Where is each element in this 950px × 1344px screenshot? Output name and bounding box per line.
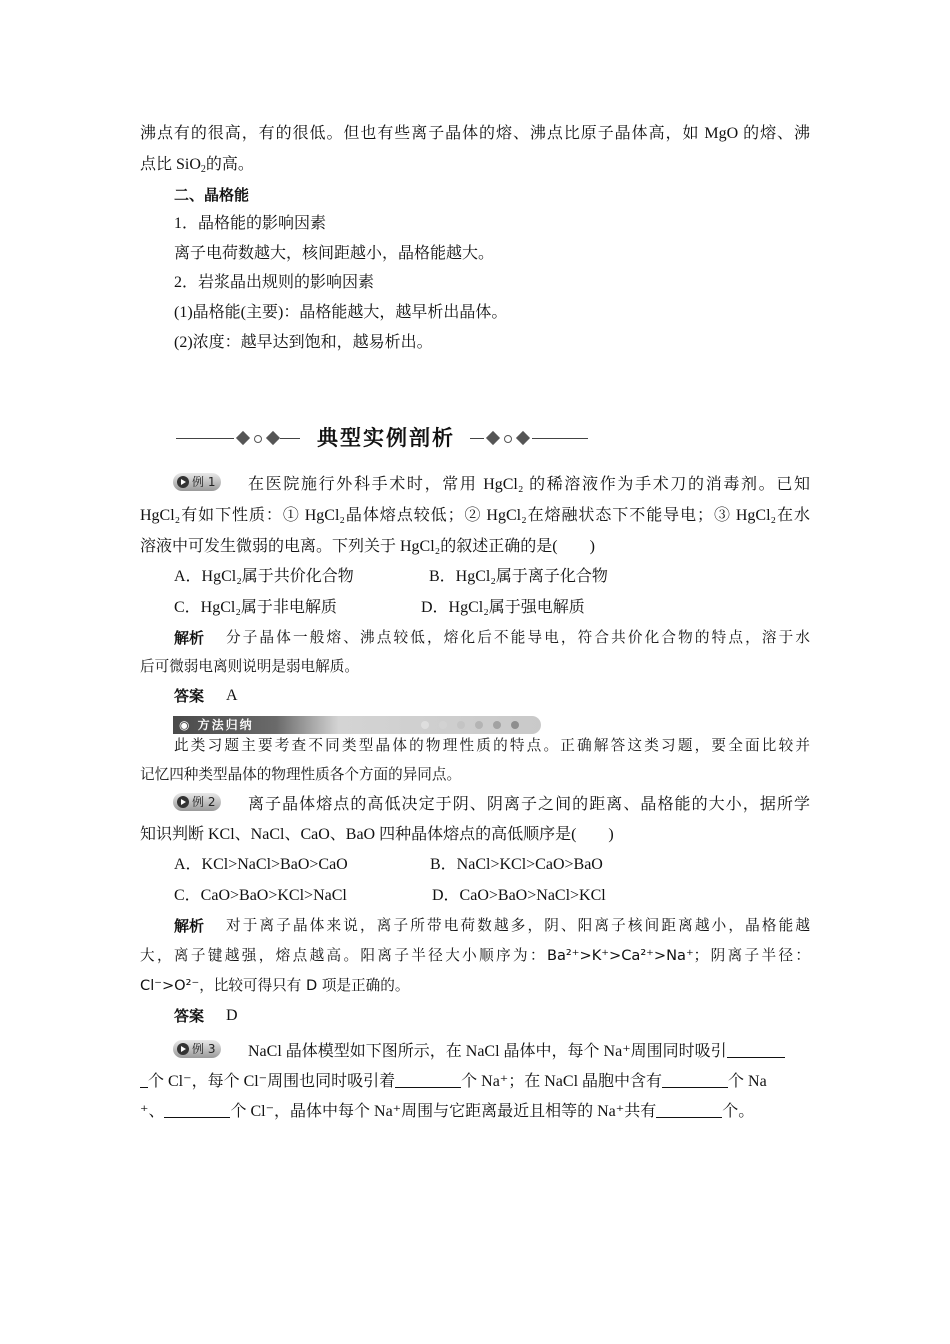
intro-line-1: 沸点有的很高，有的很低。但也有些离子晶体的熔、沸点比原子晶体高，如 MgO 的熔、沸 — [140, 125, 810, 142]
banner-ornament — [254, 435, 262, 443]
banner-rule-left — [176, 438, 234, 439]
example2-question-line: 知识判断 KCl、NaCl、CaO、BaO 四种晶体熔点的高低顺序是( ) — [140, 826, 614, 843]
analysis-line: 对于离子晶体来说，离子所带电荷数越多，阴、阳离子核间距离越小，晶格能越 — [226, 917, 810, 934]
analysis-line: 分子晶体一般熔、沸点较低，熔化后不能导电，符合共价化合物的特点，溶于水 — [226, 629, 810, 646]
example-tag: 例 2 — [173, 793, 221, 811]
example1-question-line: HgCl₂有如下性质：① HgCl₂晶体熔点较低；② HgCl₂在熔融状态下不能导电；③ HgCl₂在水 — [140, 507, 810, 524]
analysis-line: Cl⁻>O²⁻，比较可得只有 D 项是正确的。 — [140, 977, 410, 994]
method-text-line: 此类习题主要考查不同类型晶体的物理性质的特点。正确解答这类习题，要全面比较并 — [174, 737, 810, 754]
item2-point-1: (1)晶格能(主要)：晶格能越大，越早析出晶体。 — [174, 304, 508, 321]
answer-blank[interactable] — [395, 1073, 461, 1088]
option-c: C．CaO>BaO>KCl>NaCl — [174, 887, 347, 904]
answer-blank[interactable] — [140, 1073, 148, 1088]
example1-question-line: 在医院施行外科手术时，常用 HgCl₂ 的稀溶液作为手术刀的消毒剂。已知 — [248, 476, 810, 493]
section-heading: 二、晶格能 — [174, 186, 250, 204]
banner-rule — [470, 438, 484, 439]
bar-dot — [457, 721, 465, 729]
method-summary-label: ◉ 方法归纳 — [179, 718, 254, 732]
banner-ornament — [504, 435, 512, 443]
option-b: B．HgCl₂属于离子化合物 — [429, 568, 608, 585]
option-d: D．CaO>BaO>NaCl>KCl — [432, 887, 606, 904]
bar-dot — [511, 721, 519, 729]
analysis-label: 解析 — [174, 629, 205, 647]
example1-question-line: 溶液中可发生微弱的电离。下列关于 HgCl₂的叙述正确的是( ) — [140, 538, 595, 555]
option-a: A．KCl>NaCl>BaO>CaO — [174, 856, 348, 873]
bar-dot — [475, 721, 483, 729]
item2-title: 2．岩浆晶出规则的影响因素 — [174, 274, 375, 291]
option-c: C．HgCl₂属于非电解质 — [174, 599, 337, 616]
intro-line-2: 点比 SiO$_2$的高。 — [140, 156, 254, 175]
example3-question-line: ⁺、 个 Cl⁻，晶体中每个 Na⁺周围与它距离最近且相等的 Na⁺共有 个。 — [140, 1103, 755, 1120]
banner-ornament — [486, 431, 500, 445]
example2-question-line: 离子晶体熔点的高低决定于阴、阴离子之间的距离、晶格能的大小，据所学 — [248, 796, 810, 813]
example-tag: 例 3 — [173, 1040, 221, 1058]
play-icon — [177, 476, 189, 488]
answer-label: 答案 — [174, 1007, 205, 1025]
analysis-line: 后可微弱电离则说明是弱电解质。 — [140, 658, 359, 675]
example-tag: 例 1 — [173, 473, 221, 491]
example3-question-line: 个 Cl⁻，每个 Cl⁻周围也同时吸引着 个 Na⁺；在 NaCl 晶胞中含有 个 Na — [140, 1072, 767, 1092]
play-icon — [177, 796, 189, 808]
section-banner — [176, 424, 588, 452]
item1-text: 离子电荷数越大，核间距越小，晶格能越大。 — [174, 245, 495, 262]
answer-value: A — [226, 687, 238, 704]
play-icon — [177, 1043, 189, 1055]
banner-rule-right — [532, 438, 588, 439]
bar-dot — [493, 721, 501, 729]
option-a: A．HgCl₂属于共价化合物 — [174, 568, 354, 585]
banner-ornament — [266, 431, 280, 445]
banner-ornament — [516, 431, 530, 445]
example3-question-line: NaCl 晶体模型如下图所示，在 NaCl 晶体中，每个 Na⁺周围同时吸引 — [248, 1042, 785, 1062]
bar-dot — [421, 721, 429, 729]
answer-blank[interactable] — [662, 1073, 728, 1088]
answer-blank[interactable] — [164, 1103, 230, 1118]
option-b: B．NaCl>KCl>CaO>BaO — [430, 856, 603, 873]
analysis-label: 解析 — [174, 917, 205, 935]
answer-blank[interactable] — [727, 1043, 785, 1058]
banner-rule — [280, 438, 300, 439]
analysis-line: 大，离子键越强，熔点越高。阳离子半径大小顺序为：Ba²⁺>K⁺>Ca²⁺>Na⁺；阴离子半径： — [140, 947, 810, 964]
answer-value: D — [226, 1007, 238, 1024]
item1-title: 1．晶格能的影响因素 — [174, 215, 327, 232]
answer-label: 答案 — [174, 687, 205, 705]
item2-point-2: (2)浓度：越早达到饱和，越易析出。 — [174, 334, 433, 351]
banner-ornament — [236, 431, 250, 445]
option-d: D．HgCl₂属于强电解质 — [421, 599, 585, 616]
answer-blank[interactable] — [656, 1103, 722, 1118]
bar-dot — [439, 721, 447, 729]
method-summary-bar — [173, 716, 541, 734]
banner-title: 典型实例剖析 — [317, 426, 455, 450]
method-text-line: 记忆四种类型晶体的物理性质各个方面的异同点。 — [140, 766, 462, 783]
